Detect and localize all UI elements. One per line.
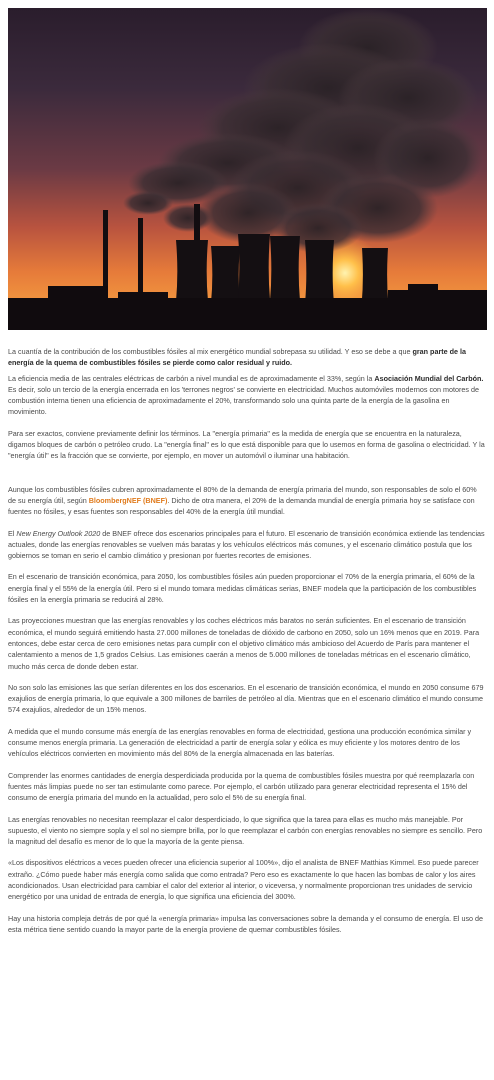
- power-plant-sunset-photo: [8, 8, 487, 330]
- paragraph-text: El: [8, 528, 17, 538]
- bold-text: Asociación Mundial del Carbón.: [374, 373, 484, 383]
- paragraph-text: . Dicho de otra manera, el 20% de la demanda mundial de energía primaria hoy se satisface con fuentes no fósiles, y esas fuentes son responsables del 40% de la energía útil mundial.: [8, 495, 475, 517]
- paragraph: «Los dispositivos eléctricos a veces pueden ofrecer una eficiencia superior al 100%», dijo el analista de BNEF Matthias Kimmel. Eso puede parecer extraño. ¿Cómo puede haber más energía como salida que como entrada? Pero eso es exactamente lo que hacen las bombas de calor y los aires acondicionados. Usan electricidad para cambiar el calor del exterior al interior, o viceversa, y normalmente proporcionan tres unidades de servicio energético por una unidad de entrada de energía, lo que significa una eficiencia del 300%.: [8, 858, 479, 902]
- bnef-link[interactable]: BloombergNEF (BNEF): [88, 495, 168, 505]
- paragraph: [8, 528, 486, 562]
- paragraph: [8, 346, 486, 369]
- hero-image: [8, 8, 487, 330]
- paragraph: [8, 373, 486, 418]
- paragraph: Las proyecciones muestran que las energías renovables y los coches eléctricos más baratos no serán suficientes. En el escenario de transición económica, el mundo seguirá emitiendo hasta 27.000 millones de toneladas de dióxido de carbono en 2050, solo un 16% menos que en 2019. Para entonces, debe estar cerca de cero emisiones netas para cumplir con el objetivo climático más ambicioso del Acuerdo de París para mantener el calentamiento a menos de 1,5 grados Celsius. Las emisiones caerán a menos de 5.000 millones de toneladas métricas en el escenario climático, mucho más cerca de donde deben estar.: [8, 616, 480, 671]
- paragraph-text: La cuantía de la contribución de los combustibles fósiles al mix energético mundial sobrepasa su utilidad. Y eso se debe a que: [8, 347, 413, 356]
- paragraph: Comprender las enormes cantidades de energía desperdiciada producida por la quema de combustibles fósiles muestra por qué reemplazarla con fuentes más limpias puede no ser tan estimulante como parece. Por ejemplo, el carbón utilizado para generar electricidad representa el 15% del consumo de energía primaria del mundo en la actualidad, pero solo el 5% de su energía final.: [8, 770, 475, 803]
- smoke-plume: [123, 8, 483, 253]
- paragraph-text: La eficiencia media de las centrales eléctricas de carbón a nivel mundial es de aproximadamente el 33%, según la: [8, 373, 375, 383]
- paragraph: Las energías renovables no necesitan reemplazar el calor desperdiciado, lo que significa que la tarea para ellas es mucho más manejable. Por supuesto, el viento no siempre sopla y el sol no siempre brilla, por lo que reemplazar el carbón con energías renovables no siempre es sencillo. Pero la magnitud del desafío es menor de lo que la mayoría de la gente piensa.: [8, 814, 483, 847]
- bold-text: gran parte de la energía de la quema de combustibles fósiles se pierde como calor residual y ruido.: [8, 347, 467, 368]
- paragraph-text: Aunque los combustibles fósiles cubren aproximadamente el 80% de la demanda de energía primaria del mundo, son responsables de solo el 60% de su energía útil, según: [8, 484, 477, 505]
- paragraph: No son solo las emisiones las que serían diferentes en los dos escenarios. En el escenario de transición económica, el mundo en 2050 consume 679 exajulios de energía primaria, lo que equivale a 300 millones de barriles de petróleo al día. Mientras que en el escenario climático el mundo consume 574 exajulios, alrededor de un 15% menos.: [8, 682, 484, 715]
- italic-text: New Energy Outlook 2020: [16, 528, 101, 538]
- paragraph: En el escenario de transición económica, para 2050, los combustibles fósiles aún pueden proporcionar el 70% de la energía primaria, el 60% de la energía final y el 55% de la energía útil. Pero si el mundo tomara medidas climáticas serias, BNEF modela que la participación de los combustibles fósiles en la energía primaria se reducirá al 28%.: [8, 572, 477, 605]
- paragraph: Para ser exactos, conviene previamente definir los términos. La "energía primaria" es la medida de energía que se encuentra en la naturaleza, digamos bloques de carbón o petróleo crudo. La "energía final" es lo que está disponible para que lo usemos en forma de gasolina o electricidad. Y la "energía útil" es la fracción que se convierte, por ejemplo, en mover un automóvil o iluminar una habitación.: [8, 428, 485, 461]
- paragraph-text: de BNEF ofrece dos escenarios principales para el futuro. El escenario de transición económica extiende las tendencias actuales, donde las energías renovables se vuelven más baratas y los vehículos eléctricos más comunes, y el escenario climático postula que los gobiernos se toman en serio el cambio climático y presionan por fuertes recortes de emisiones.: [8, 528, 485, 561]
- paragraph: Hay una historia compleja detrás de por qué la «energía primaria» impulsa las conversaciones sobre la demanda y el consumo de energía. El uso de esta métrica tiene sentido cuando la mayor parte de la energía proviene de quemar combustibles fósiles.: [8, 913, 484, 934]
- paragraph: A medida que el mundo consume más energía de las energías renovables en forma de electricidad, gestiona una producción económica similar y consume menos energía primaria. La generación de electricidad a partir de energía solar y eólica es muy eficiente y los motores dentro de los vehículos eléctricos convierten en movimiento más del 80% de la energía almacenada en las baterías.: [8, 726, 472, 759]
- article-body: [8, 346, 486, 945]
- paragraph: [8, 484, 486, 518]
- paragraph-text: Es decir, solo un tercio de la energía encerrada en los 'terrones negros' se convierte en electricidad. Muchos automóviles modernos con motores de combustión interna tienen una eficiencia de aproximadamente el 20%, transformando solo una quinta parte de la energía de la gasolina en movimiento.: [8, 384, 479, 417]
